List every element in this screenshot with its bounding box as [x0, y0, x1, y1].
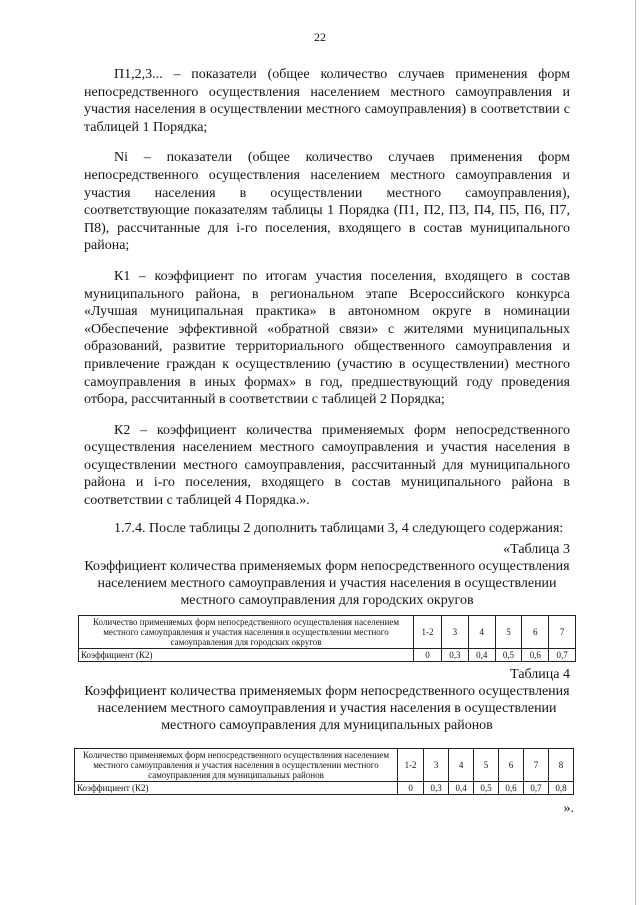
table4-col-4: 6	[499, 749, 524, 782]
table4-val-6: 0,8	[548, 782, 573, 795]
paragraph-p-indicators: П1,2,3... – показатели (общее количество случаев применения форм непосредственного осуществления населением местного самоуправления и участия населения в осуществлении местного самоуправления) в соответствии с таблицей 1 Порядка;	[84, 67, 570, 135]
paragraph-k2-coefficient: К2 – коэффициент количества применяемых форм непосредственного осуществления населением местного самоуправления и участия населения в осуществлении местного самоуправления, рассчитанный для муниципального района и i-го поселения, входящего в состав муниципального района в соответствии с таблицей 4 Порядка.».	[84, 422, 570, 509]
table4-row-label: Коэффициент (К2)	[75, 782, 398, 795]
table4-col-5: 7	[524, 749, 549, 782]
table-row	[75, 782, 574, 795]
table3-title: Коэффициент количества применяемых форм непосредственного осуществления населением местного самоуправления и участия населения в осуществлении местного самоуправления для городских округов	[84, 559, 570, 609]
table4-title: Коэффициент количества применяемых форм непосредственного осуществления населением местного самоуправления и участия населения в осуществлении местного самоуправления для муниципальных районов	[84, 684, 570, 734]
table3-col-4: 6	[522, 616, 549, 649]
table3-col-0: 1-2	[414, 616, 442, 649]
table4-col-6: 8	[548, 749, 573, 782]
table3-val-4: 0,6	[522, 649, 549, 662]
table3-label: «Таблица 3	[503, 542, 570, 558]
table4-header-label: Количество применяемых форм непосредственного осуществления населением местного самоуправления и участия населения в осуществлении местного самоуправления для муниципальных районов	[75, 749, 398, 782]
table4-val-4: 0,6	[499, 782, 524, 795]
table-row	[75, 749, 574, 782]
paragraph-k1-coefficient: К1 – коэффициент по итогам участия поселения, входящего в состав муниципального района, в региональном этапе Всероссийского конкурса «Лучшая муниципальная практика» в автономном округе в номинации «Обеспечение эффективной «обратной связи» с жителями муниципальных образований, развитие территориального общественного самоуправления и привлечение граждан к осуществлению (участию в осуществлении) местного самоуправления в иных формах» в год, предшествующий году проведения отбора, рассчитанный в соответствии с таблицей 2 Порядка;	[84, 268, 570, 408]
scan-edge-line	[635, 0, 636, 905]
table4-label: Таблица 4	[510, 667, 570, 683]
paragraph-ni-indicators: Ni – показатели (общее количество случаев применения форм непосредственного осуществления населением местного самоуправления и участия населения в осуществлении местного самоуправления), соответствующие показателям таблицы 1 Порядка (П1, П2, П3, П4, П5, П6, П7, П8), рассчитанные для i-го поселения, входящего в состав муниципального района;	[84, 150, 570, 254]
table3-row-label: Коэффициент (К2)	[79, 649, 414, 662]
table3-val-3: 0,5	[495, 649, 522, 662]
table3-col-3: 5	[495, 616, 522, 649]
document-body	[77, 66, 574, 817]
table-row	[79, 649, 576, 662]
table4-val-5: 0,7	[524, 782, 549, 795]
table3-header-label: Количество применяемых форм непосредственного осуществления населением местного самоуправления и участия населения в осуществлении местного самоуправления для городских округов	[79, 616, 414, 649]
table4-val-2: 0,4	[449, 782, 474, 795]
table3-col-2: 4	[468, 616, 495, 649]
table4	[74, 748, 574, 795]
table4-col-1: 3	[424, 749, 449, 782]
table4-val-0: 0	[398, 782, 424, 795]
table4-col-0: 1-2	[398, 749, 424, 782]
table3-col-5: 7	[549, 616, 576, 649]
table3-val-5: 0,7	[549, 649, 576, 662]
table3-col-1: 3	[442, 616, 469, 649]
table3-val-0: 0	[414, 649, 442, 662]
table4-col-2: 4	[449, 749, 474, 782]
table4-col-3: 5	[474, 749, 499, 782]
section-heading: 1.7.4. После таблицы 2 дополнить таблицами 3, 4 следующего содержания:	[114, 520, 564, 536]
table4-val-3: 0,5	[474, 782, 499, 795]
table3-val-1: 0,3	[442, 649, 469, 662]
table-row	[79, 616, 576, 649]
table4-val-1: 0,3	[424, 782, 449, 795]
table3	[78, 615, 576, 662]
closing-mark: ».	[563, 801, 574, 817]
page-number: 22	[314, 30, 326, 44]
table3-val-2: 0,4	[468, 649, 495, 662]
